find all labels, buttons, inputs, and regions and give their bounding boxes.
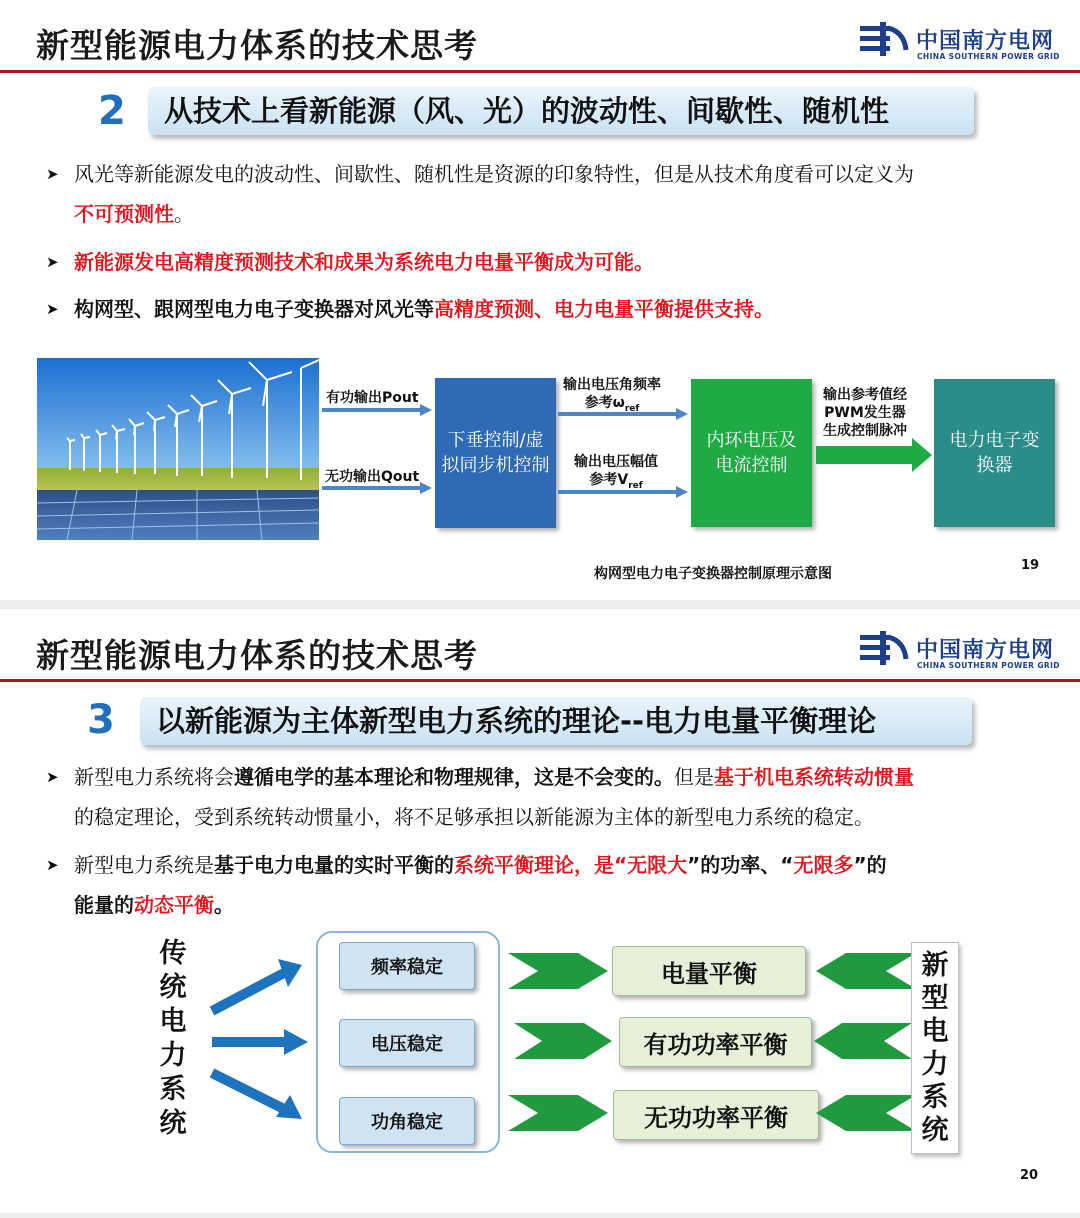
title-divider [0,679,1080,682]
slide-title: 新型能源电力体系的技术思考 [36,26,478,65]
new-system-label: 新型电力系统 [921,950,949,1146]
bullet-1 [46,154,1046,234]
wind-solar-photo [37,358,319,540]
bullet-3-text: 构网型、跟网型电力电子变换器对风光等 [74,297,434,321]
slide-title: 新型能源电力体系的技术思考 [36,636,478,675]
section-banner: 从技术上看新能源（风、光）的波动性、间歇性、随机性 [148,87,974,135]
pwm-label: 输出参考值经 PWM发生器 生成控制脉冲 [823,387,907,439]
logo-text-en: CHINA SOUTHERN POWER GRID [917,661,1060,670]
reactive-power-balance-box: 无功功率平衡 [613,1090,819,1140]
page-number: 19 [1021,558,1040,573]
csg-logo [858,629,1068,673]
bullet-2 [46,242,1046,282]
section-number: 2 [98,88,126,134]
active-power-balance-box: 有功功率平衡 [619,1017,812,1067]
voltage-stability-box: 电压稳定 [339,1019,475,1067]
pwm-arrow [816,438,934,472]
section-number: 3 [87,697,115,743]
converter-box: 电力电子变换器 [934,379,1055,527]
csg-logo [858,20,1068,64]
section-banner: 以新能源为主体新型电力系统的理论--电力电量平衡理论 [140,697,972,745]
frequency-stability-box: 频率稳定 [339,942,475,990]
bullet-3 [46,289,1046,329]
balance-chevrons-left [812,953,916,1131]
energy-balance-box: 电量平衡 [612,946,806,996]
inner-loop-box: 内环电压及电流控制 [691,379,812,527]
bullet-1-text: 风光等新能源发电的波动性、间歇性、随机性是资源的印象特性，但是从技术角度看可以定义为 [74,162,914,186]
traditional-system-label: 传统电力系统 [159,938,187,1139]
input-arrows [322,404,432,494]
bullet-2-text: 新能源发电高精度预测技术和成果为系统电力电量平衡成为可能。 [74,250,654,274]
slide-20 [0,609,1080,1213]
logo-text-en: CHINA SOUTHERN POWER GRID [917,52,1060,61]
logo-text-cn: 中国南方电网 [916,638,1055,663]
bullet-1: ➤ 新型电力系统将会遵循电学的基本理论和物理规律，这是不会变的。但是基于机电系统转动惯量 的稳定理论，受到系统转动惯量小，将不足够承担以新能源为主体的新型电力系统的稳定。 [46,757,1046,837]
traditional-arrows [208,953,312,1123]
bullet-arrow-icon: ➤ [46,768,59,786]
bullet-1-highlight: 不可预测性 [74,202,174,226]
csg-emblem-icon [858,629,910,669]
bullet-arrow-icon: ➤ [46,856,59,874]
title-divider [0,70,1080,73]
bullet-arrow-icon: ➤ [46,165,59,183]
figure-caption: 构网型电力电子变换器控制原理示意图 [594,566,832,582]
angle-stability-box: 功角稳定 [339,1097,475,1145]
input-q-label: 无功输出Qout [325,469,420,485]
slide-19 [0,0,1080,600]
input-p-label: 有功输出Pout [326,390,419,406]
bullet-3-highlight: 高精度预测、电力电量平衡提供支持。 [434,297,774,321]
bullet-1-end: 。 [174,202,194,226]
output-volt-label: 输出电压幅值 参考$V_{ref}$ [574,454,658,491]
bullet-arrow-icon: ➤ [46,253,59,271]
bullet-2: ➤ 新型电力系统是基于电力电量的实时平衡的系统平衡理论，是“无限大”的功率、“无限多”的 能量的动态平衡。 [46,845,1046,925]
middle-arrows [558,408,690,498]
bullet-arrow-icon: ➤ [46,300,59,318]
droop-control-box: 下垂控制/虚拟同步机控制 [435,378,556,528]
logo-text-cn: 中国南方电网 [916,29,1055,54]
csg-emblem-icon [858,20,910,60]
output-freq-label: 输出电压角频率 参考$\omega_{ref}$ [563,377,661,414]
page-number: 20 [1020,1168,1039,1183]
balance-chevrons-right [508,953,612,1131]
